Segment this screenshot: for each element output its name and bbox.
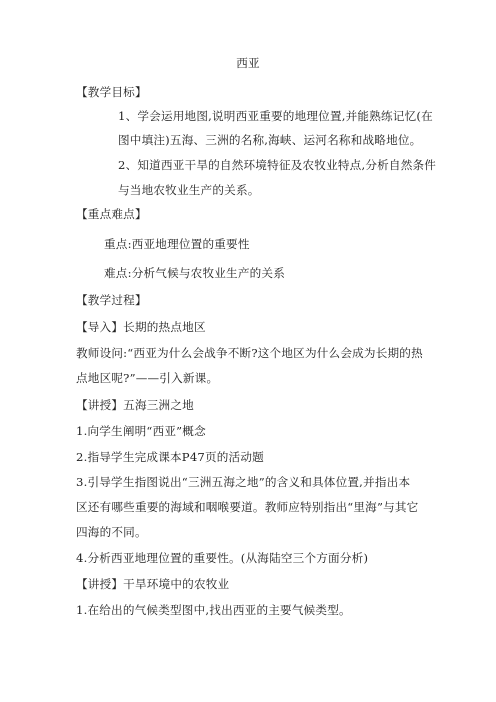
- key-points-heading: 【重点难点】: [76, 207, 147, 221]
- objective-1-line-1: 1、学会运用地图,说明西亚重要的地理位置,并能熟练记忆(在: [118, 109, 433, 123]
- lecture-1-item-1: 1.向学生阐明“西亚”概念: [76, 424, 206, 438]
- intro-line-2: 点地区呢?”——引入新课。: [76, 371, 219, 385]
- lecture-2-item-1: 1.在给出的气候类型图中,找出西亚的主要气候类型。: [76, 603, 351, 617]
- focus-point: 重点:西亚地理位置的重要性: [104, 237, 250, 251]
- lecture-1-item-3-line-3: 四海的不同。: [76, 525, 147, 539]
- objective-2-line-1: 2、知道西亚干旱的自然环境特征及农牧业特点,分析自然条件: [118, 158, 437, 172]
- page-title: 西亚: [236, 56, 260, 70]
- objective-2-line-2: 与当地农牧业生产的关系。: [118, 183, 260, 197]
- lecture-1-item-2: 2.指导学生完成课本P47页的活动题: [76, 450, 264, 464]
- lecture-1-heading: 【讲授】五海三洲之地: [76, 398, 194, 412]
- intro-line-1: 教师设问:“西亚为什么会战争不断?这个地区为什么会成为长期的热: [76, 346, 423, 360]
- lecture-2-heading: 【讲授】干旱环境中的农牧业: [76, 577, 230, 591]
- objective-1-line-2: 图中填注)五海、三洲的名称,海峡、运河名称和战略地位。: [118, 133, 422, 147]
- intro-heading: 【导入】长期的热点地区: [76, 320, 206, 334]
- objectives-heading: 【教学目标】: [76, 85, 147, 99]
- lecture-1-item-3-line-2: 区还有哪些重要的海域和咽喉要道。教师应特别指出“里海”与其它: [76, 500, 419, 514]
- lecture-1-item-4: 4.分析西亚地理位置的重要性。(从海陆空三个方面分析): [76, 551, 369, 565]
- lecture-1-item-3-line-1: 3.引导学生指图说出“三洲五海之地”的含义和具体位置,并指出本: [76, 475, 411, 489]
- process-heading: 【教学过程】: [76, 293, 147, 307]
- difficulty-point: 难点:分析气候与农牧业生产的关系: [104, 266, 286, 280]
